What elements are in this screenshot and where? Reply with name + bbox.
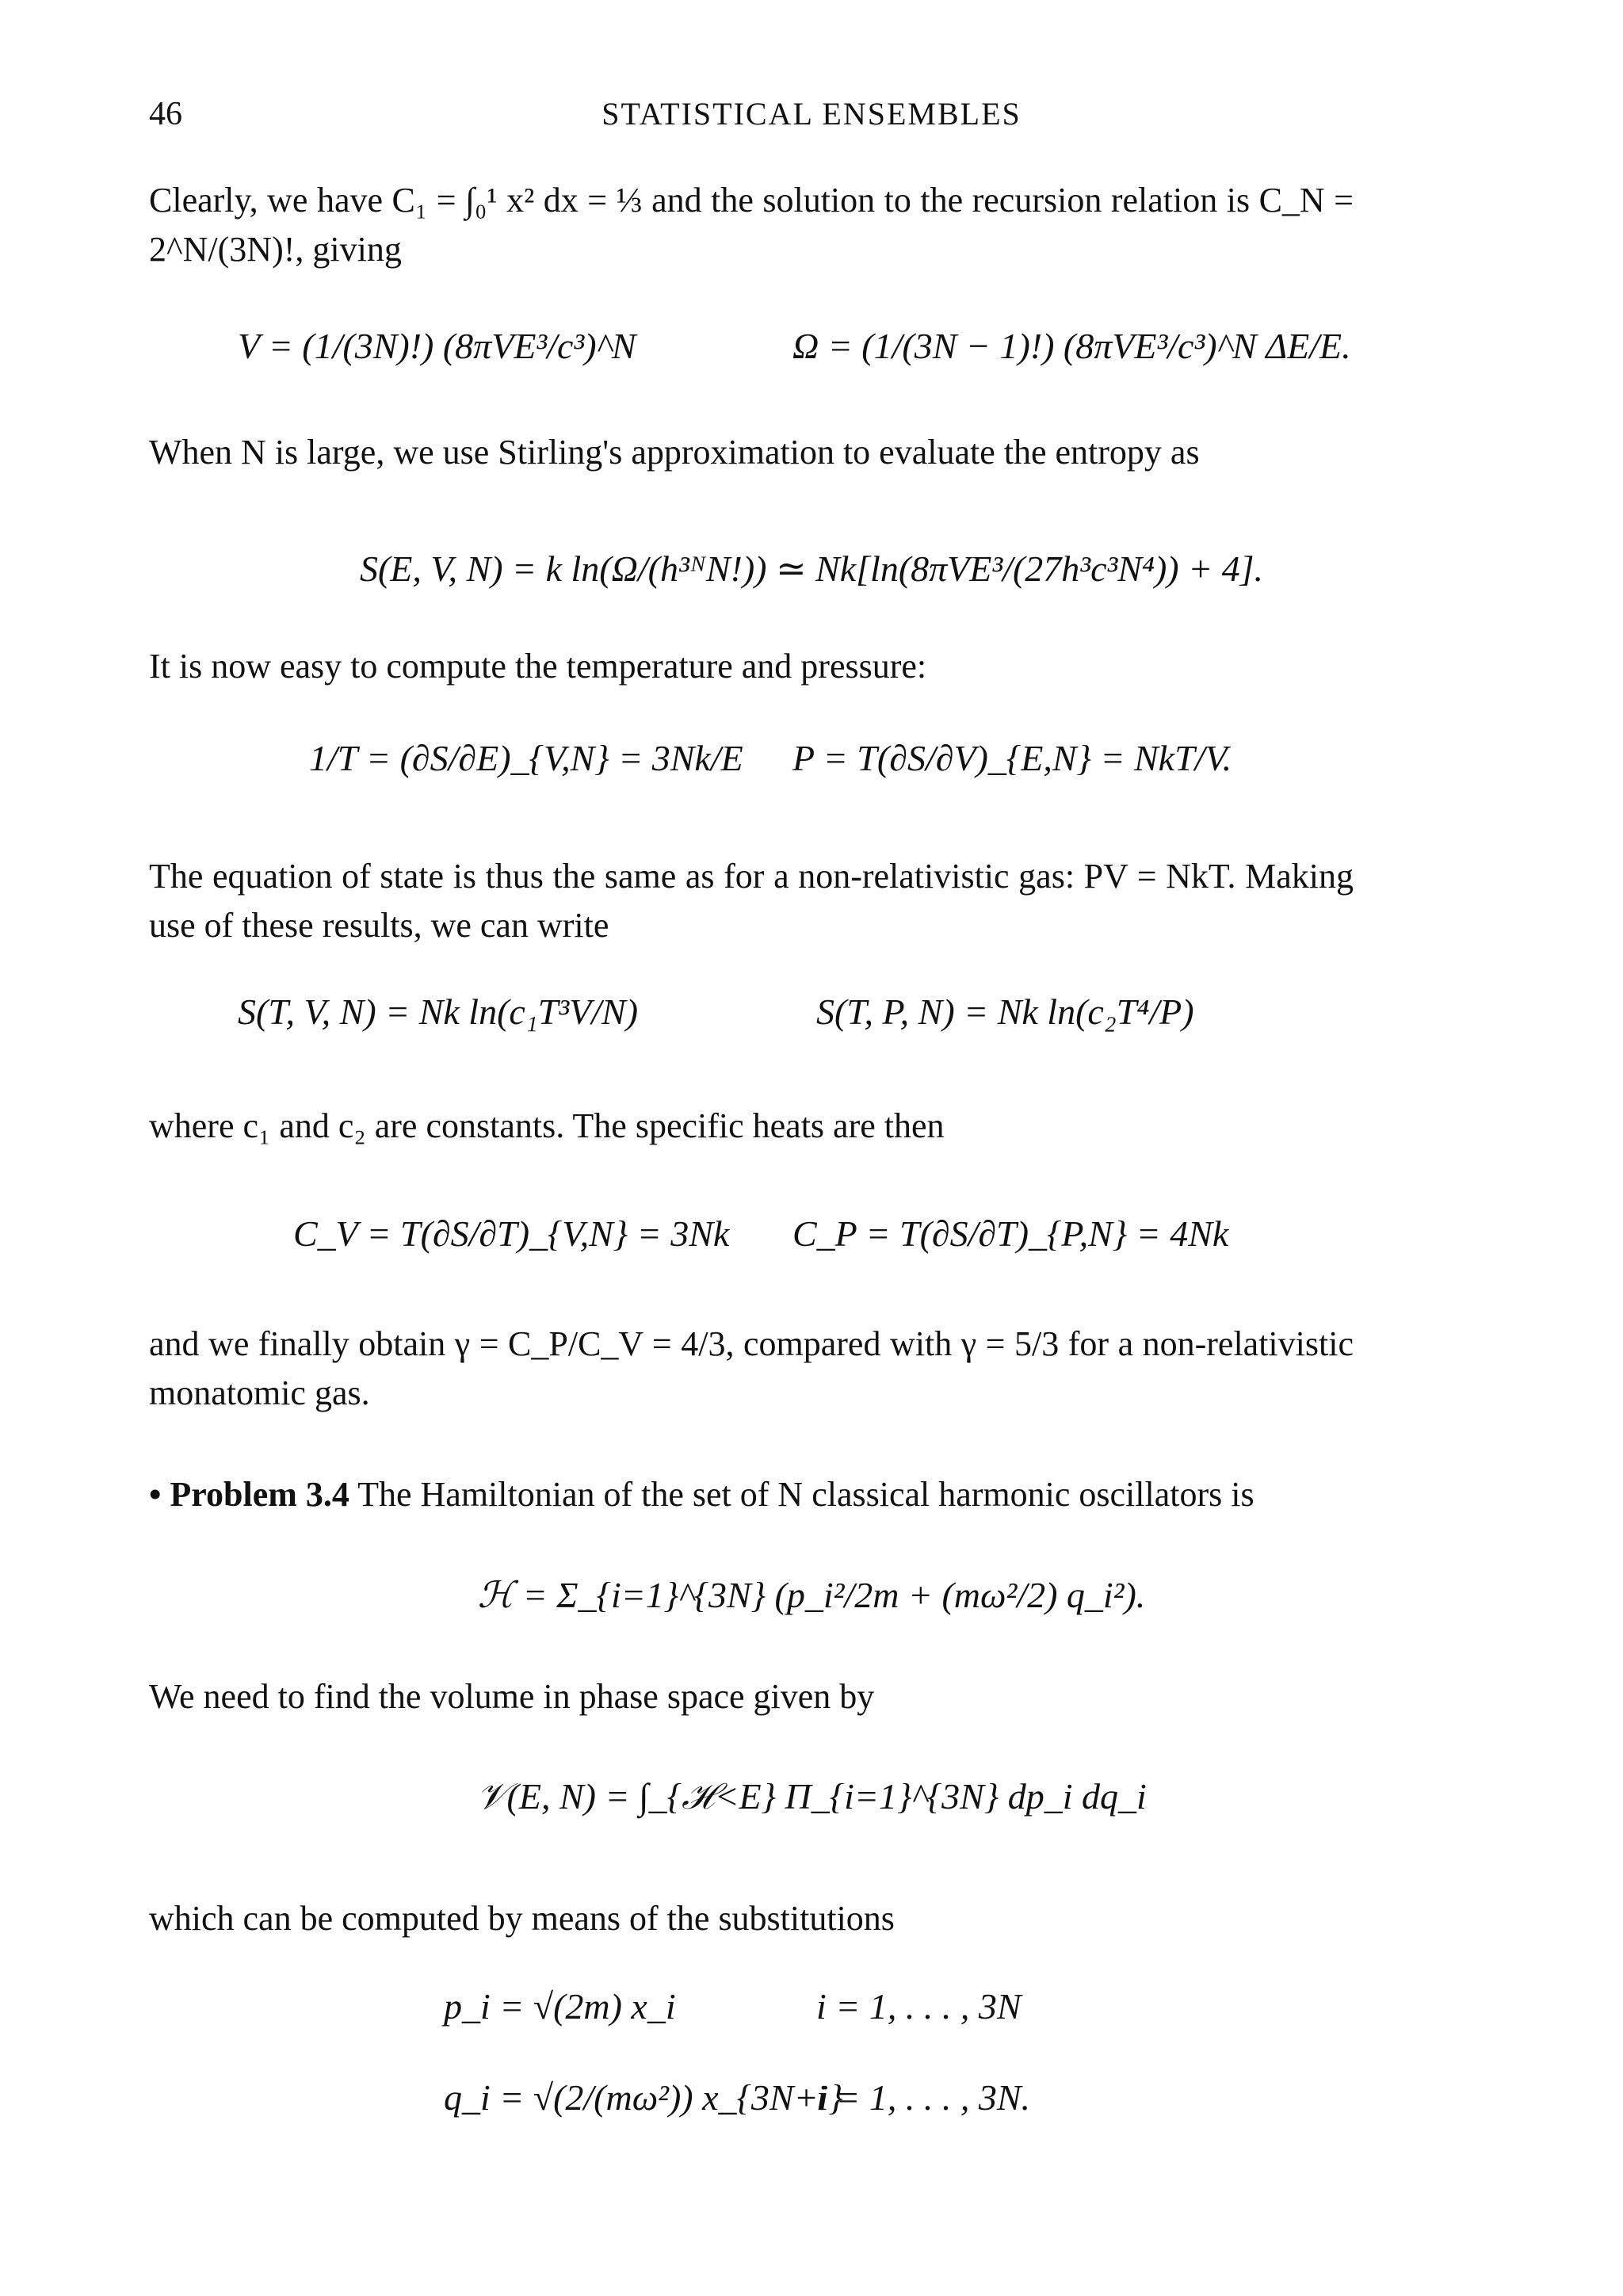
equation-index-range-1: i = 1, . . . , 3N [816, 1986, 1022, 2027]
equation-substitution-q: q_i = √(2/(mω²)) x_{3N+i} [444, 2077, 843, 2118]
running-title: STATISTICAL ENSEMBLES [601, 96, 1022, 132]
equation-hamiltonian: ℋ = Σ_{i=1}^{3N} (p_i²/2m + (mω²/2) q_i²). [477, 1575, 1146, 1615]
paragraph-9: which can be computed by means of the substitutions [149, 1899, 895, 1938]
paragraph-2: When N is large, we use Stirling's approximation to evaluate the entropy as [149, 433, 1200, 472]
paragraph-8: We need to find the volume in phase space given by [149, 1677, 875, 1716]
equation-phase-volume: 𝒱(E, N) = ∫_{ℋ<E} Π_{i=1}^{3N} dp_i dq_i [476, 1776, 1147, 1817]
paragraph-1: Clearly, we have C₁ = ∫₀¹ x² dx = ⅓ and the solution to the recursion relation is C_N = 2^N/(3N)!, giving [149, 181, 1354, 269]
equation-temperature: 1/T = (∂S/∂E)_{V,N} = 3Nk/E [309, 738, 743, 778]
problem-paragraph [149, 1470, 1354, 1519]
problem-text: The Hamiltonian of the set of N classical harmonic oscillators is [357, 1475, 1254, 1514]
equation-cv: C_V = T(∂S/∂T)_{V,N} = 3Nk [293, 1213, 730, 1254]
equation-entropy-tvn: S(T, V, N) = Nk ln(c₁T³V/N) [238, 991, 639, 1032]
page-number: 46 [149, 96, 182, 132]
paragraph-3: It is now easy to compute the temperature and pressure: [149, 647, 927, 686]
problem-label: Problem 3.4 [170, 1475, 349, 1514]
paragraph-5: where c₁ and c₂ are constants. The specific heats are then [149, 1106, 945, 1145]
equation-volume: V = (1/(3N)!) (8πVE³/c³)^N [238, 326, 636, 366]
equation-substitution-p: p_i = √(2m) x_i [444, 1986, 676, 2027]
equation-index-range-2: i = 1, . . . , 3N. [816, 2077, 1031, 2118]
equation-entropy-tpn: S(T, P, N) = Nk ln(c₂T⁴/P) [816, 991, 1194, 1032]
equation-entropy: S(E, V, N) = k ln(Ω/(h³ᴺN!)) ≃ Nk[ln(8πVE³/(27h³c³N⁴)) + 4]. [359, 548, 1264, 589]
problem-bullet: • [149, 1475, 162, 1514]
equation-omega: Ω = (1/(3N − 1)!) (8πVE³/c³)^N ΔE/E. [792, 326, 1351, 366]
equation-pressure: P = T(∂S/∂V)_{E,N} = NkT/V. [792, 738, 1232, 778]
equation-cp: C_P = T(∂S/∂T)_{P,N} = 4Nk [792, 1213, 1229, 1254]
paragraph-6: and we finally obtain γ = C_P/C_V = 4/3, compared with γ = 5/3 for a non-relativistic monatomic gas. [149, 1324, 1354, 1412]
paragraph-4: The equation of state is thus the same as for a non-relativistic gas: PV = NkT. Making use of these results, we can write [149, 857, 1354, 945]
